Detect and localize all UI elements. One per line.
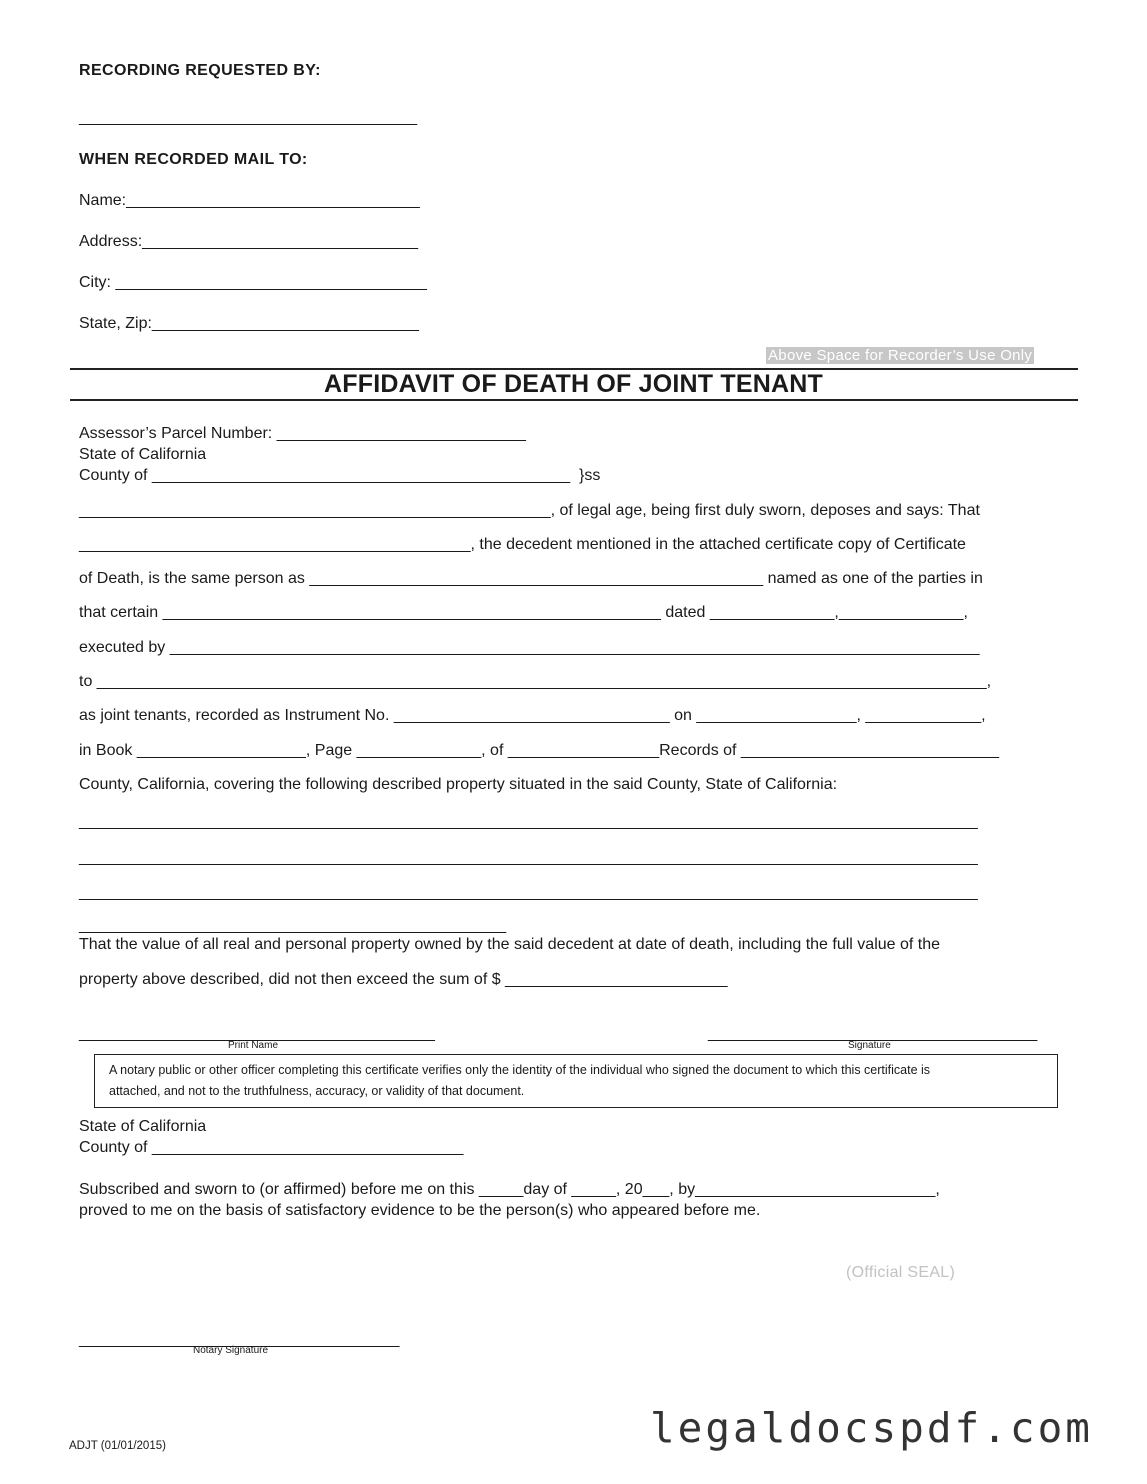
mail-city-field[interactable]: City: ___________________________________: [79, 274, 427, 291]
notary-notice-text: A notary public or other officer completing this certificate verifies only the identity of the individual who signed the document to which this certificate is: [109, 1063, 931, 1077]
notary-county-field[interactable]: County of ___________________________________: [79, 1139, 464, 1156]
notary-notice-box: [94, 1054, 1058, 1108]
notary-signature-line[interactable]: ____________________________________: [79, 1331, 400, 1348]
notary-state-label: State of California: [79, 1118, 207, 1135]
property-description-line[interactable]: _____________________________________________________________________________________________________: [79, 884, 978, 901]
mail-name-field[interactable]: Name:_________________________________: [79, 192, 420, 209]
mail-address-field[interactable]: Address:_______________________________: [79, 233, 418, 250]
notary-signature-label: Notary Signature: [193, 1345, 269, 1356]
property-description-line[interactable]: ________________________________________________: [79, 917, 507, 934]
property-description-line[interactable]: _____________________________________________________________________________________________________: [79, 849, 978, 866]
county-field[interactable]: County of _______________________________________________ }ss: [79, 467, 601, 484]
signature-label: Signature: [848, 1040, 891, 1051]
executed-by-line[interactable]: executed by ___________________________________________________________________________________________: [79, 639, 980, 656]
print-name-line[interactable]: ________________________________________: [79, 1025, 435, 1042]
recording-requested-heading: RECORDING REQUESTED BY:: [79, 62, 321, 79]
recorder-use-note: Above Space for Recorder’s Use Only: [768, 347, 1033, 364]
state-label: State of California: [79, 446, 207, 463]
property-value-amount-line[interactable]: property above described, did not then exceed the sum of $ _________________________: [79, 971, 728, 988]
document-title: AFFIDAVIT OF DEATH OF JOINT TENANT: [324, 370, 823, 398]
print-name-label: Print Name: [228, 1040, 279, 1051]
decedent-name-line[interactable]: ____________________________________________, the decedent mentioned in the attached certificate copy of Certificate: [79, 536, 966, 553]
recording-requested-blank[interactable]: ______________________________________: [79, 109, 418, 126]
book-page-line[interactable]: in Book ___________________, Page ______________, of _________________Records of _____________________________: [79, 742, 999, 759]
mail-state-zip-field[interactable]: State, Zip:______________________________: [79, 315, 419, 332]
property-intro-line: County, California, covering the following described property situated in the said County, State of California:: [79, 776, 838, 793]
notary-notice-text: attached, and not to the truthfulness, accuracy, or validity of that document.: [109, 1084, 525, 1098]
grantee-line[interactable]: to ____________________________________________________________________________________________________,: [79, 673, 992, 690]
same-person-line[interactable]: of Death, is the same person as ___________________________________________________ named as one of the parties in: [79, 570, 983, 587]
property-value-statement: That the value of all real and personal property owned by the said decedent at date of death, including the full value of the: [79, 936, 941, 953]
affiant-name-line[interactable]: _____________________________________________________, of legal age, being first duly sworn, deposes and says: That: [79, 502, 980, 519]
apn-field[interactable]: Assessor’s Parcel Number: ____________________________: [79, 425, 526, 442]
official-seal-placeholder: (Official SEAL): [846, 1264, 956, 1281]
when-recorded-heading: WHEN RECORDED MAIL TO:: [79, 151, 308, 168]
sworn-statement-line[interactable]: Subscribed and sworn to (or affirmed) before me on this _____day of _____, 20___, by___________________________,: [79, 1181, 940, 1198]
sworn-statement-text: proved to me on the basis of satisfactory evidence to be the person(s) who appeared before me.: [79, 1202, 761, 1219]
title-bottom-rule: [70, 399, 1078, 401]
signature-line[interactable]: _____________________________________: [708, 1025, 1038, 1042]
instrument-dated-line[interactable]: that certain ________________________________________________________ dated ______________,______________,: [79, 604, 968, 621]
instrument-number-line[interactable]: as joint tenants, recorded as Instrument No. _______________________________ on __________________, _____________,: [79, 707, 986, 724]
form-id: ADJT (01/01/2015): [69, 1440, 166, 1452]
property-description-line[interactable]: _____________________________________________________________________________________________________: [79, 813, 978, 830]
site-watermark: legaldocspdf.com: [650, 1404, 1093, 1452]
